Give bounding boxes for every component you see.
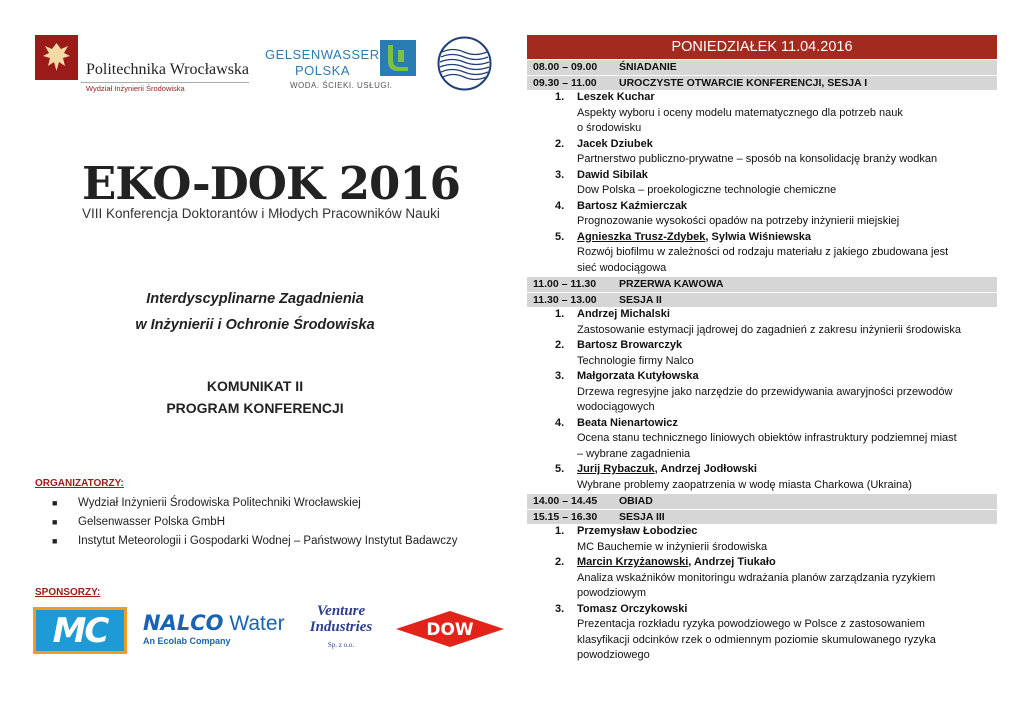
session-row: [527, 59, 997, 75]
talk-author: Andrzej Michalski: [577, 308, 670, 320]
talk-title-row: [527, 106, 997, 122]
left-column: [0, 0, 510, 725]
talk-title: sieć wodociągowa: [577, 261, 667, 274]
pwr-eagle-icon: [35, 35, 78, 80]
talk-author-row: [527, 199, 997, 215]
venture-line-3: Sp. z o.o.: [327, 641, 355, 649]
talk-author: [577, 230, 811, 246]
talk-number: 2.: [555, 137, 565, 150]
talk-title-row: [527, 571, 997, 587]
session-label: SESJA II: [619, 293, 662, 306]
talk-author: Leszek Kuchar: [577, 91, 655, 103]
talk-title: Dow Polska – proekologiczne technologie chemiczne: [577, 184, 837, 196]
organizers-title: ORGANIZATORZY:: [35, 478, 124, 489]
gw-name-line-1: GELSENWASSER: [265, 47, 380, 62]
nalco-brand: NALCO: [143, 611, 224, 635]
sponsor-mc-text: MC: [52, 610, 108, 651]
talk-author-row: [527, 137, 997, 153]
talk-title-row: [527, 152, 997, 168]
venture-line-1: Venture: [316, 603, 366, 619]
co-authors: , Sylwia Wiśniewska: [705, 230, 812, 243]
talk-number: 2.: [555, 339, 565, 351]
talk-author-row: [527, 338, 997, 354]
session-time: 09.30 – 11.00: [533, 76, 597, 89]
session-time: 11.30 – 13.00: [533, 293, 597, 306]
talk-number: 2.: [555, 556, 565, 568]
organizer-item: [52, 494, 457, 513]
talk-author: [577, 462, 757, 478]
talk-title: Technologie firmy Nalco: [577, 354, 694, 367]
talk-title: powodziowego: [577, 649, 650, 661]
program-rows: [527, 59, 997, 664]
talk-author: Bartosz Browarczyk: [577, 339, 683, 351]
presenting-author: Jurij Rybaczuk: [577, 463, 655, 475]
talk-author-row: [527, 555, 997, 571]
talk-title: Aspekty wyboru i oceny modelu matematycznego dla potrzeb nauk: [577, 106, 903, 119]
session-time: 08.00 – 09.00: [533, 61, 598, 73]
talk-author: Beata Nienartowicz: [577, 416, 678, 429]
theme-line-2: w Inżynierii i Ochronie Środowiska: [135, 317, 375, 333]
talk-author: Jacek Dziubek: [577, 137, 653, 150]
komunikat-line-2: PROGRAM KONFERENCJI: [166, 400, 344, 416]
talk-title: powodziowym: [577, 587, 647, 599]
talk-number: 5.: [555, 463, 565, 475]
talk-title-row: [527, 617, 997, 633]
talk-title: Wybrane problemy zaopatrzenia w wodę miasta Charkowa (Ukraina): [577, 478, 912, 491]
talk-title: Ocena stanu technicznego liniowych obiektów infrastruktury podziemnej miast: [577, 432, 957, 444]
pwr-name: Politechnika Wrocławska: [86, 61, 250, 78]
talk-author: Małgorzata Kutyłowska: [577, 370, 699, 382]
talk-author-row: [527, 369, 997, 385]
talk-title-row: [527, 323, 997, 339]
talk-author: Przemysław Łobodziec: [577, 525, 698, 537]
gw-mark-icon: [380, 40, 416, 76]
sponsor-dow-logo: [394, 609, 506, 649]
venture-line-2: Industries: [309, 619, 373, 635]
komunikat-line-1: KOMUNIKAT II: [206, 378, 304, 394]
session-label: UROCZYSTE OTWARCIE KONFERENCJI, SESJA I: [619, 76, 868, 89]
theme-line-1: Interdyscyplinarne Zagadnienia: [146, 291, 364, 307]
talk-title-row: [527, 183, 997, 199]
talk-title: wodociągowych: [577, 401, 655, 413]
talk-title-row: [527, 245, 997, 261]
bullet-icon: ■: [52, 536, 58, 546]
talk-title: – wybrane zagadnienia: [577, 447, 691, 460]
session-label: ŚNIADANIE: [619, 61, 677, 73]
day-header: PONIEDZIAŁEK 11.04.2016: [527, 35, 997, 59]
talk-title: klasyfikacji odcinków rzek o odmiennym poziomie skumulowanego ryzyka: [577, 633, 936, 646]
presenting-author: Marcin Krzyżanowski: [577, 556, 689, 568]
gw-tagline: WODA. ŚCIEKI. USŁUGI.: [290, 81, 393, 90]
nalco-water: Water: [229, 612, 285, 635]
talk-title: Analiza wskaźników monitoringu wdrażania planów zarządzania ryzykiem: [577, 571, 936, 584]
talk-number: 5.: [555, 230, 565, 243]
presenting-author: Agnieszka Trusz-Zdybek: [577, 230, 706, 243]
talk-author-row: [527, 416, 997, 432]
talk-author-row: [527, 230, 997, 246]
talk-number: 1.: [555, 91, 565, 103]
talk-number: 4.: [555, 416, 565, 429]
talk-title: Prognozowanie wysokości opadów na potrzeby inżynierii miejskiej: [577, 215, 900, 227]
talk-title: Prezentacja rozkładu ryzyka powodziowego w Polsce z zastosowaniem: [577, 618, 925, 630]
talk-author-row: [527, 90, 997, 106]
talk-author: Bartosz Kaźmierczak: [577, 199, 688, 212]
talk-number: 1.: [555, 525, 565, 537]
talk-title-row: [527, 586, 997, 602]
talk-number: 4.: [555, 199, 565, 212]
sponsor-nalco-logo: [143, 612, 288, 652]
organizer-item: [52, 513, 457, 532]
talk-number: 3.: [555, 370, 565, 382]
session-row: [527, 75, 997, 91]
talk-title-row: [527, 447, 997, 463]
talk-title-row: [527, 540, 997, 556]
session-time: 14.00 – 14.45: [533, 495, 598, 507]
co-authors: , Andrzej Jodłowski: [654, 463, 757, 475]
talk-number: 1.: [555, 308, 565, 320]
politechnika-logo: [35, 35, 250, 93]
bullet-icon: ■: [52, 498, 58, 508]
session-label: SESJA III: [619, 510, 665, 523]
talk-title-row: [527, 121, 997, 137]
talk-author-row: [527, 524, 997, 540]
organizer-name: Instytut Meteorologii i Gospodarki Wodnej – Państwowy Instytut Badawczy: [78, 535, 458, 547]
program-column: [527, 35, 997, 664]
sponsor-venture-logo: [300, 603, 382, 663]
session-row: [527, 509, 997, 525]
talk-author-row: [527, 602, 997, 618]
pwr-divider: [81, 82, 249, 83]
talk-author-row: [527, 168, 997, 184]
bullet-icon: ■: [52, 517, 58, 527]
talk-title-row: [527, 214, 997, 230]
organizer-item: [52, 532, 457, 551]
co-authors: , Andrzej Tiukało: [688, 556, 776, 568]
talk-title-row: [527, 431, 997, 447]
talk-author: Tomasz Orczykowski: [577, 602, 688, 615]
talk-title: Drzewa regresyjne jako narzędzie do przewidywania awaryjności przewodów: [577, 385, 953, 398]
talk-title-row: [527, 400, 997, 416]
imgw-logo-icon: [437, 36, 492, 91]
talk-author: [577, 555, 776, 571]
session-label: OBIAD: [619, 495, 653, 507]
gw-name-line-2: POLSKA: [295, 63, 351, 78]
nalco-subtitle: An Ecolab Company: [143, 636, 231, 646]
session-row: [527, 493, 997, 509]
event-subtitle: VIII Konferencja Doktorantów i Młodych Pracowników Nauki: [82, 206, 440, 221]
talk-title-row: [527, 648, 997, 664]
talk-title-row: [527, 478, 997, 494]
talk-title: MC Bauchemie w inżynierii środowiska: [577, 540, 768, 553]
talk-title-row: [527, 354, 997, 370]
gelsenwasser-logo: [265, 40, 417, 95]
talk-title: o środowisku: [577, 122, 642, 134]
session-row: [527, 292, 997, 308]
organizer-name: Wydział Inżynierii Środowiska Politechniki Wrocławskiej: [78, 497, 361, 509]
talk-title: Zastosowanie estymacji jądrowej do zagadnień z zakresu inżynierii środowiska: [577, 323, 961, 336]
sponsors-title: SPONSORZY:: [35, 587, 101, 598]
dow-text: DOW: [426, 620, 474, 640]
talk-title-row: [527, 633, 997, 649]
talk-title-row: [527, 385, 997, 401]
event-title: EKO-DOK 2016: [82, 157, 460, 210]
session-time: 11.00 – 11.30: [533, 278, 597, 290]
talk-author-row: [527, 307, 997, 323]
organizer-name: Gelsenwasser Polska GmbH: [78, 516, 225, 528]
sponsor-mc-logo: [33, 607, 127, 654]
talk-number: 3.: [555, 168, 565, 181]
organizers-list: [52, 494, 457, 551]
talk-title: Partnerstwo publiczno-prywatne – sposób na konsolidację branży wodkan: [577, 153, 938, 165]
talk-title: Rozwój biofilmu w zależności od rodzaju materiału z jakiego zbudowana jest: [577, 246, 949, 258]
pwr-department: Wydział Inżynierii Środowiska: [86, 84, 185, 93]
session-label: PRZERWA KAWOWA: [619, 278, 724, 290]
session-time: 15.15 – 16.30: [533, 510, 598, 523]
talk-number: 3.: [555, 602, 565, 615]
talk-author: Dawid Sibilak: [577, 168, 648, 181]
session-row: [527, 276, 997, 292]
talk-title-row: [527, 261, 997, 277]
talk-author-row: [527, 462, 997, 478]
